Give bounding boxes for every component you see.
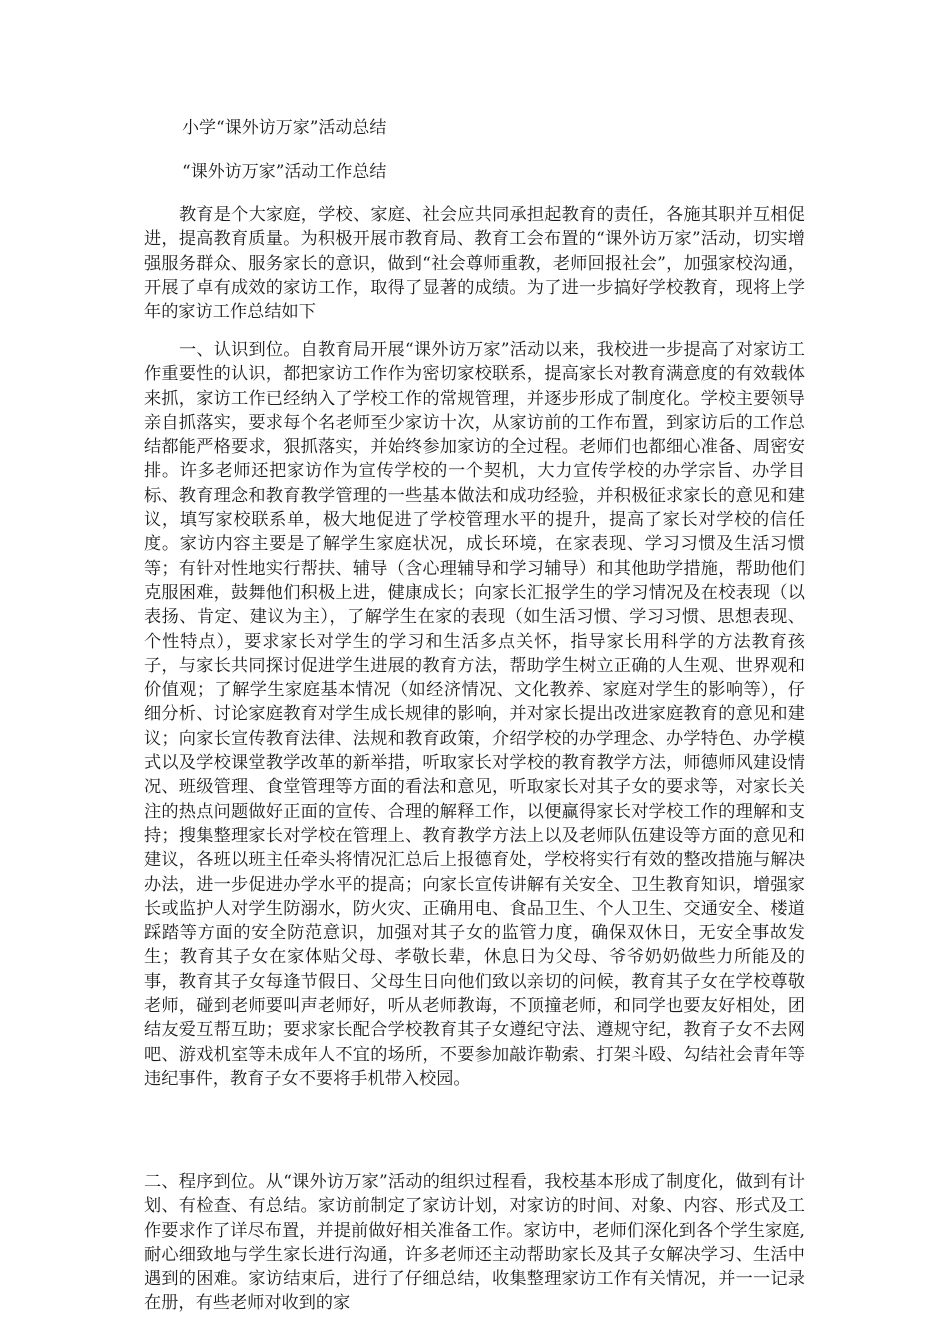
section-two-paragraph: 二、程序到位。从“课外访万家”活动的组织过程看，我校基本形成了制度化，做到有计划、有检查、有总结。家访前制定了家访计划，对家访的时间、对象、内容、形式及工作要求作了详尽布置，并提前做好相关准备工作。家访中，老师们深化到各个学生家庭,耐心细致地与学生家长进行沟通，许多老师还主动帮助家长及其子女解决学习、生活中遇到的困难。家访结束后，进行了仔细总结，收集整理家访工作有关情况，并一一记录在册，有些老师对收到的家 bbox=[144, 1172, 805, 1314]
section-one-paragraph: 一、认识到位。自教育局开展“课外访万家”活动以来，我校进一步提高了对家访工作重要性的认识，都把家访工作作为密切家校联系，提高家长对教育满意度的有效载体来抓，家访工作已经纳入了学校工作的常规管理，并逐步形成了制度化。学校主要领导亲自抓落实，要求每个名老师至少家访十次，从家访前的工作布置，到家访后的工作总结都能严格要求，狠抓落实，并始终参加家访的全过程。老师们也都细心准备、周密安排。许多老师还把家访作为宣传学校的一个契机，大力宣传学校的办学宗旨、办学目标、教育理念和教育教学管理的一些基本做法和成功经验，并积极征求家长的意见和建议，填写家校联系单，极大地促进了学校管理水平的提升，提高了家长对学校的信任度。家访内容主要是了解学生家庭状况，成长环境，在家表现、学习习惯及生活习惯等；有针对性地实行帮扶、辅导（含心理辅导和学习辅导）和其他助学措施，帮助他们克服困难，鼓舞他们积极上进，健康成长；向家长汇报学生的学习情况及在校表现（以表扬、肯定、建议为主），了解学生在家的表现（如生活习惯、学习习惯、思想表现、个性特点），要求家长对学生的学习和生活多点关怀，指导家长用科学的方法教育孩子，与家长共同探讨促进学生进展的教育方法，帮助学生树立正确的人生观、世界观和价值观；了解学生家庭基本情况（如经济情况、文化教养、家庭对学生的影响等），仔细分析、讨论家庭教育对学生成长规律的影响，并对家长提出改进家庭教育的意见和建议；向家长宣传教育法律、法规和教育政策，介绍学校的办学理念、办学特色、办学模式以及学校课堂教学改革的新举措，听取家长对学校的教育教学方法，师德师风建设情况、班级管理、食堂管理等方面的看法和意见，听取家长对其子女的要求等，对家长关注的热点问题做好正面的宣传、合理的解释工作，以便赢得家长对学校工作的理解和支持；搜集整理家长对学校在管理上、教育教学方法上以及老师队伍建设等方面的意见和建议，各班以班主任牵头将情况汇总后上报德育处，学校将实行有效的整改措施与解决办法，进一步促进办学水平的提高；向家长宣传讲解有关安全、卫生教育知识，增强家长或监护人对学生防溺水，防火灾、正确用电、食品卫生、个人卫生、交通安全、楼道踩踏等方面的安全防范意识，加强对其子女的监管力度，确保双休日，无安全事故发生；教育其子女在家体贴父母、孝敬长辈，休息日为父母、爷爷奶奶做些力所能及的事，教育其子女每逢节假日、父母生日向他们致以亲切的问候，教育其子女在学校尊敬老师，碰到老师要叫声老师好，听从老师教诲，不顶撞老师，和同学也要友好相处，团结友爱互帮互助；要求家长配合学校教育其子女遵纪守法、遵规守纪，教育子女不去网吧、游戏机室等未成年人不宜的场所，不要参加敲诈勒索、打架斗殴、勾结社会青年等违纪事件，教育子女不要将手机带入校园。 bbox=[144, 340, 805, 1089]
intro-paragraph: 教育是个大家庭，学校、家庭、社会应共同承担起教育的责任，各施其职并互相促进，提高教育质量。为积极开展市教育局、教育工会布置的“课外访万家”活动，切实增强服务群众、服务家长的意识，做到“社会尊师重教，老师回报社会”，加强家校沟通，开展了卓有成效的家访工作，取得了显著的成绩。为了进一步搞好学校教育，现将上学年的家访工作总结如下 bbox=[144, 205, 805, 323]
document-subtitle: “课外访万家”活动工作总结 bbox=[182, 162, 387, 182]
document-title: 小学“课外访万家”活动总结 bbox=[182, 118, 387, 138]
